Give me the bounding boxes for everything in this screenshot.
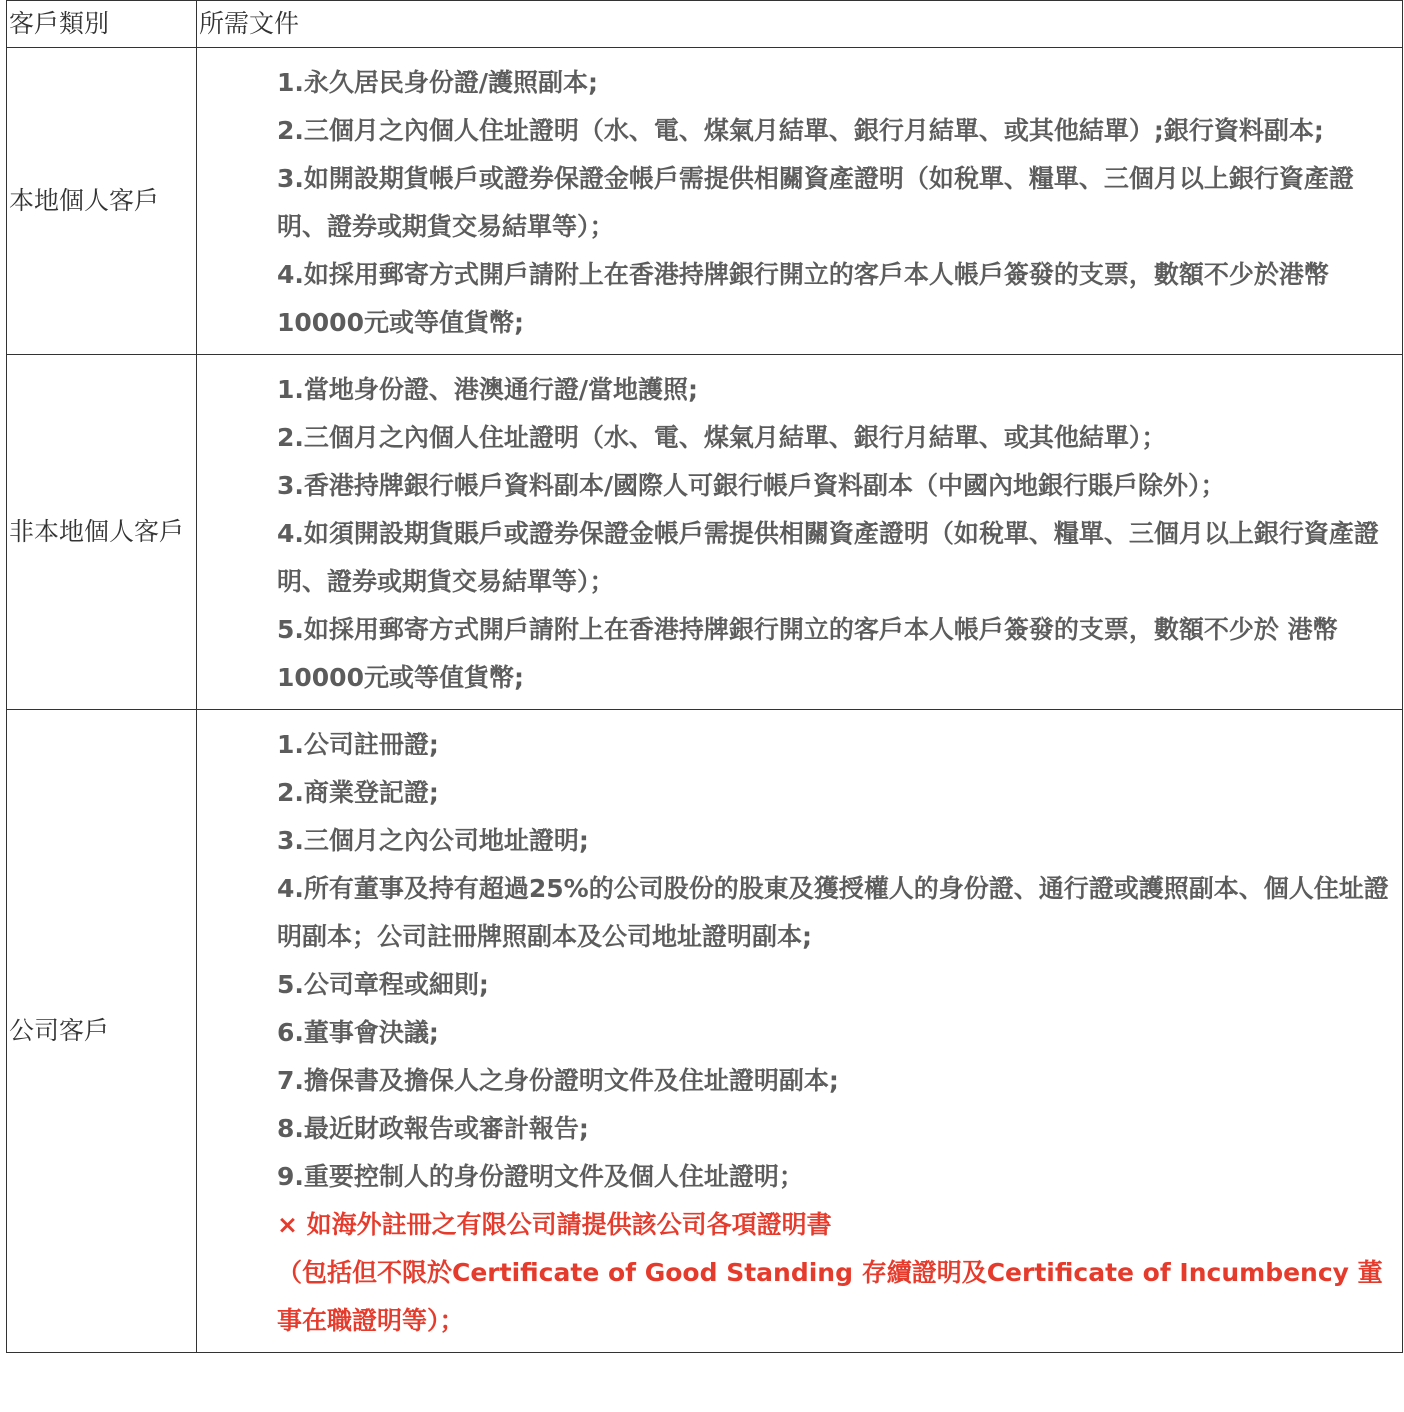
document-item: 2.商業登記證; xyxy=(277,778,439,807)
overseas-note: × 如海外註冊之有限公司請提供該公司各項證明書 xyxy=(277,1210,832,1239)
document-item: 4.所有董事及持有超過25%的公司股份的股東及獲授權人的身份證、通行證或護照副本、個人住址證明副本；公司註冊牌照副本及公司地址證明副本; xyxy=(277,874,1389,951)
category-cell: 本地個人客戶 xyxy=(7,48,197,355)
table-row xyxy=(7,710,1403,1353)
document-item: 3.香港持牌銀行帳戶資料副本/國際人可銀行帳戶資料副本（中國內地銀行賬戶除外）； xyxy=(277,471,1226,500)
required-documents-table xyxy=(6,0,1403,1353)
documents-cell xyxy=(197,355,1403,710)
table-row xyxy=(7,48,1403,355)
document-item: 7.擔保書及擔保人之身份證明文件及住址證明副本; xyxy=(277,1066,839,1095)
document-item: 3.三個月之內公司地址證明; xyxy=(277,826,589,855)
document-item: 4.如須開設期貨賬戶或證券保證金帳戶需提供相關資產證明（如稅單、糧單、三個月以上銀行資產證明、證券或期貨交易結單等）； xyxy=(277,519,1379,596)
header-documents: 所需文件 xyxy=(197,1,1403,48)
document-item: 5.如採用郵寄方式開戶請附上在香港持牌銀行開立的客戶本人帳戶簽發的支票，數額不少於 港幣10000元或等值貨幣; xyxy=(277,615,1338,692)
category-cell: 公司客戶 xyxy=(7,710,197,1353)
document-item: 6.董事會決議; xyxy=(277,1018,439,1047)
category-cell: 非本地個人客戶 xyxy=(7,355,197,710)
document-item: 1.永久居民身份證/護照副本; xyxy=(277,68,599,97)
documents-cell xyxy=(197,710,1403,1353)
document-item: 1.公司註冊證; xyxy=(277,730,439,759)
table-row xyxy=(7,355,1403,710)
document-item: 2.三個月之內個人住址證明（水、電、煤氣月結單、銀行月結單、或其他結單）;銀行資料副本; xyxy=(277,116,1324,145)
document-item: 3.如開設期貨帳戶或證券保證金帳戶需提供相關資產證明（如稅單、糧單、三個月以上銀行資產證明、證券或期貨交易結單等）； xyxy=(277,164,1354,241)
table-header-row xyxy=(7,1,1403,48)
header-category: 客戶類別 xyxy=(7,1,197,48)
document-item: 4.如採用郵寄方式開戶請附上在香港持牌銀行開立的客戶本人帳戶簽發的支票，數額不少於港幣10000元或等值貨幣; xyxy=(277,260,1329,337)
document-item: 9.重要控制人的身份證明文件及個人住址證明； xyxy=(277,1162,804,1191)
document-item: 5.公司章程或細則; xyxy=(277,970,489,999)
documents-cell xyxy=(197,48,1403,355)
overseas-note-detail: （包括但不限於Certificate of Good Standing 存續證明及Certificate of Incumbency 董事在職證明等）； xyxy=(277,1258,1383,1335)
document-item: 1.當地身份證、港澳通行證/當地護照; xyxy=(277,375,699,404)
document-item: 2.三個月之內個人住址證明（水、電、煤氣月結單、銀行月結單、或其他結單）； xyxy=(277,423,1167,452)
document-item: 8.最近財政報告或審計報告; xyxy=(277,1114,589,1143)
